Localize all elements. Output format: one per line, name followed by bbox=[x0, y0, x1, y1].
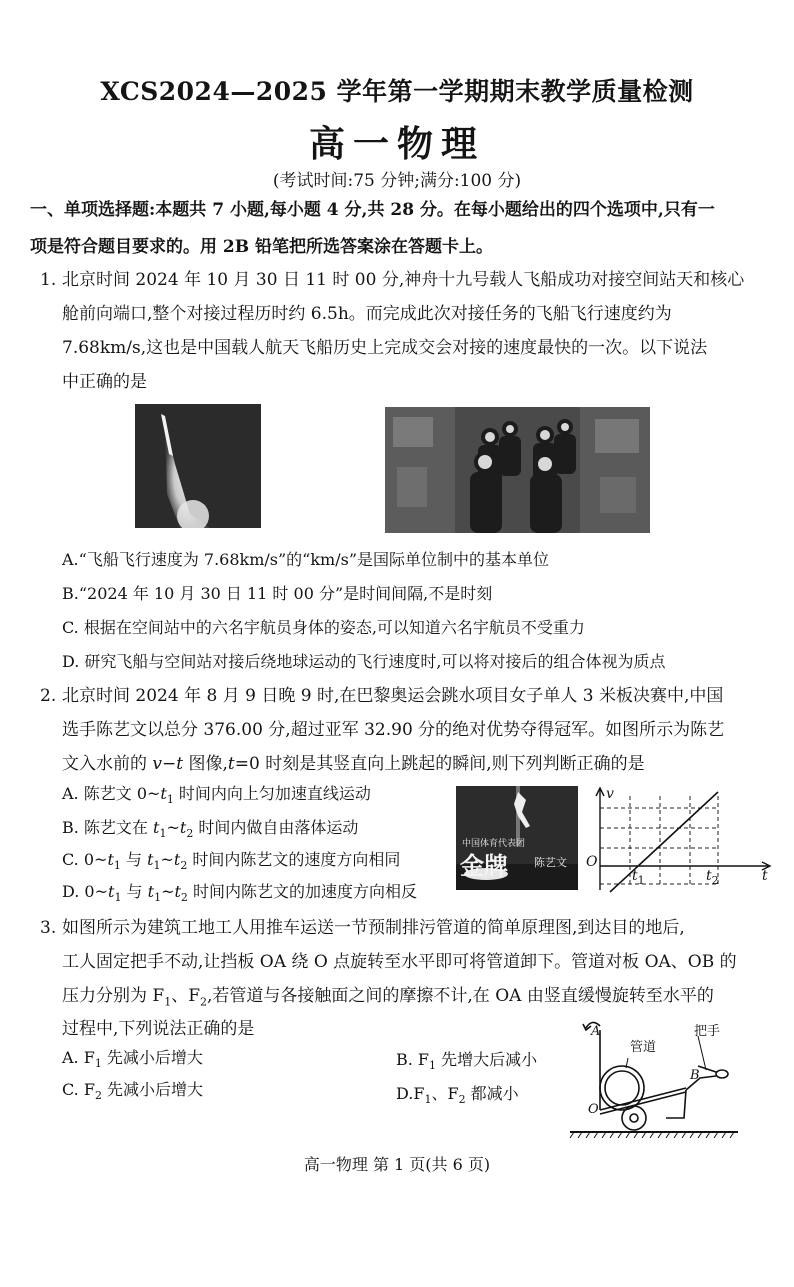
t-symbol: t bbox=[147, 850, 154, 869]
sub-1: 1 bbox=[114, 891, 122, 905]
q2-option-d-mid: 与 bbox=[121, 882, 148, 901]
q3-number: 3. bbox=[40, 918, 57, 938]
photo-caption-gold: 金牌 bbox=[460, 852, 508, 880]
sub-1: 1 bbox=[153, 859, 161, 873]
t1-letter: t bbox=[632, 868, 638, 884]
t-symbol: t bbox=[108, 882, 115, 901]
sub-2: 2 bbox=[458, 1093, 466, 1107]
t-symbol: t bbox=[179, 818, 187, 837]
t-symbol: t bbox=[147, 882, 155, 901]
q1-option-a: A.“飞船飞行速度为 7.68km/s”的“km/s”是国际单位制中的基本单位 bbox=[62, 550, 550, 569]
q3-option-a-pre: A. F bbox=[62, 1048, 95, 1067]
q3-option-d bbox=[396, 1078, 519, 1116]
q2-option-d-pre: D. 0~ bbox=[62, 882, 109, 901]
subject-title: 高一物理 bbox=[308, 123, 485, 165]
q3-line3-c: ,若管道与各接触面之间的摩擦不计,在 OA 由竖直缓慢旋转至水平的 bbox=[207, 986, 714, 1006]
q2-option-d bbox=[62, 876, 417, 914]
q1-line4: 中正确的是 bbox=[62, 372, 147, 392]
sub-1: 1 bbox=[166, 793, 174, 807]
pipe-label: 管道 bbox=[630, 1040, 657, 1055]
sub-1: 1 bbox=[154, 891, 162, 905]
sub-2: 2 bbox=[200, 995, 207, 1009]
q2-vt-symbol: v−t bbox=[152, 754, 184, 774]
section-heading-line2: 项是符合题目要求的。用 2B 铅笔把所选答案涂在答题卡上。 bbox=[30, 237, 494, 257]
sub-1: 1 bbox=[159, 827, 167, 841]
t1-sub: 1 bbox=[637, 873, 645, 887]
q2-line1: 北京时间 2024 年 8 月 9 日晚 9 时,在巴黎奥运会跳水项目女子单人 3 米板决赛中,中国 bbox=[62, 686, 724, 706]
q2-option-d-mid2: ~ bbox=[161, 882, 175, 901]
q1-line2: 舱前向端口,整个对接过程历时约 6.5h。而完成此次对接任务的飞船飞行速度约为 bbox=[62, 304, 672, 324]
handle-label: 把手 bbox=[694, 1024, 721, 1039]
q2-option-c-post: 时间内陈艺文的速度方向相同 bbox=[187, 850, 401, 869]
q3-option-d-post: 都减小 bbox=[465, 1084, 519, 1103]
sub-2: 2 bbox=[94, 1089, 102, 1103]
q3-option-d-pre: D.F bbox=[396, 1084, 425, 1103]
t1-label bbox=[632, 868, 645, 887]
q2-line3-c: 图像, bbox=[183, 754, 228, 774]
q2-option-d-post: 时间内陈艺文的加速度方向相反 bbox=[187, 882, 418, 901]
point-o-label: O bbox=[588, 1102, 599, 1117]
photo-caption-small: 中国体育代表团 bbox=[462, 839, 526, 849]
q2-line3-a: 文入水前的 bbox=[62, 754, 153, 774]
q2-option-a-post: 时间内向上匀加速直线运动 bbox=[173, 784, 371, 803]
t2-letter: t bbox=[706, 868, 712, 884]
q1-option-c: C. 根据在空间站中的六名宇航员身体的姿态,可以知道六名宇航员不受重力 bbox=[62, 618, 585, 637]
exam-info: (考试时间:75 分钟;满分:100 分) bbox=[272, 171, 522, 191]
t2-sub: 2 bbox=[711, 873, 719, 887]
sub-2: 2 bbox=[180, 859, 188, 873]
q3-option-a-post: 先减小后增大 bbox=[101, 1048, 203, 1067]
q1-number: 1. bbox=[40, 270, 57, 290]
q2-option-c-mid: 与 bbox=[120, 850, 148, 869]
q3-line1: 如图所示为建筑工地工人用推车运送一节预制排污管道的简单原理图,到达目的地后, bbox=[62, 918, 685, 938]
v-axis-label: v bbox=[606, 786, 614, 802]
q3-option-d-mid: 、F bbox=[431, 1084, 459, 1103]
q3-line3-b: 、F bbox=[171, 986, 200, 1006]
q2-option-b-pre: B. 陈艺文在 bbox=[62, 818, 154, 837]
photo-caption-name: 陈艺文 bbox=[534, 856, 567, 869]
q2-option-a bbox=[62, 778, 371, 816]
t-symbol: t bbox=[160, 784, 167, 803]
q1-line3: 7.68km/s,这也是中国载人航天飞船历史上完成交会对接的速度最快的一次。以下说法 bbox=[62, 338, 708, 358]
q3-line2: 工人固定把手不动,让挡板 OA 绕 O 点旋转至水平即可将管道卸下。管道对板 OA、OB 的 bbox=[62, 952, 737, 972]
sub-1: 1 bbox=[429, 1059, 437, 1073]
q3-option-c bbox=[62, 1074, 203, 1112]
q2-option-b-post: 时间内做自由落体运动 bbox=[193, 818, 359, 837]
t-axis-label: t bbox=[762, 868, 768, 884]
t-symbol: t bbox=[173, 850, 181, 869]
cart-diagram bbox=[566, 1014, 742, 1140]
t-symbol: t bbox=[153, 818, 160, 837]
q2-option-c-mid2: ~ bbox=[160, 850, 174, 869]
q2-option-b-mid: ~ bbox=[166, 818, 180, 837]
astronauts-photo bbox=[385, 407, 650, 533]
q1-option-b: B.“2024 年 10 月 30 日 11 时 00 分”是时间间隔,不是时刻 bbox=[62, 584, 493, 603]
diving-champion-photo bbox=[456, 786, 578, 890]
q3-option-b-pre: B. F bbox=[396, 1050, 430, 1069]
q2-option-a-pre: A. 陈艺文 0~ bbox=[62, 784, 161, 803]
q3-line3-a: 压力分别为 F bbox=[62, 986, 165, 1006]
q1-option-d: D. 研究飞船与空间站对接后绕地球运动的飞行速度时,可以将对接后的组合体视为质点 bbox=[62, 652, 666, 671]
t-symbol: t bbox=[174, 882, 181, 901]
q1-line1: 北京时间 2024 年 10 月 30 日 11 时 00 分,神舟十九号载人飞船成功对接空间站天和核心 bbox=[62, 270, 745, 290]
page-footer: 高一物理 第 1 页(共 6 页) bbox=[303, 1155, 491, 1174]
section-heading-line1: 一、单项选择题:本题共 7 小题,每小题 4 分,共 28 分。在每小题给出的四个选项中,只有一 bbox=[30, 200, 715, 220]
q3-option-c-post: 先减小后增大 bbox=[101, 1080, 204, 1099]
q3-option-b bbox=[396, 1044, 537, 1082]
q2-t-symbol: t bbox=[227, 754, 235, 774]
q3-option-c-pre: C. F bbox=[62, 1080, 95, 1099]
sub-1: 1 bbox=[94, 1057, 102, 1071]
t-symbol: t bbox=[107, 850, 114, 869]
q2-line2: 选手陈艺文以总分 376.00 分,超过亚军 32.90 分的绝对优势夺得冠军。如图所示为陈艺 bbox=[62, 720, 725, 740]
sub-2: 2 bbox=[180, 891, 188, 905]
sub-1: 1 bbox=[113, 859, 121, 873]
t2-label bbox=[706, 868, 719, 887]
vt-graph bbox=[582, 786, 778, 896]
exam-title: XCS2024—2025 学年第一学期期末教学质量检测 bbox=[100, 77, 694, 106]
origin-label: O bbox=[586, 854, 598, 870]
q2-line3-e: =0 时刻是其竖直向上跳起的瞬间,则下列判断正确的是 bbox=[234, 754, 645, 774]
q2-line3 bbox=[62, 747, 645, 781]
q2-number: 2. bbox=[40, 686, 57, 706]
sub-1: 1 bbox=[424, 1093, 432, 1107]
rocket-launch-photo bbox=[135, 404, 261, 528]
q3-line4: 过程中,下列说法正确的是 bbox=[62, 1019, 255, 1039]
q3-option-b-post: 先增大后减小 bbox=[436, 1050, 538, 1069]
point-b-label: B bbox=[690, 1068, 700, 1083]
point-a-label: A bbox=[591, 1024, 601, 1039]
sub-1: 1 bbox=[164, 995, 172, 1009]
sub-2: 2 bbox=[186, 827, 194, 841]
q2-option-c-pre: C. 0~ bbox=[62, 850, 108, 869]
